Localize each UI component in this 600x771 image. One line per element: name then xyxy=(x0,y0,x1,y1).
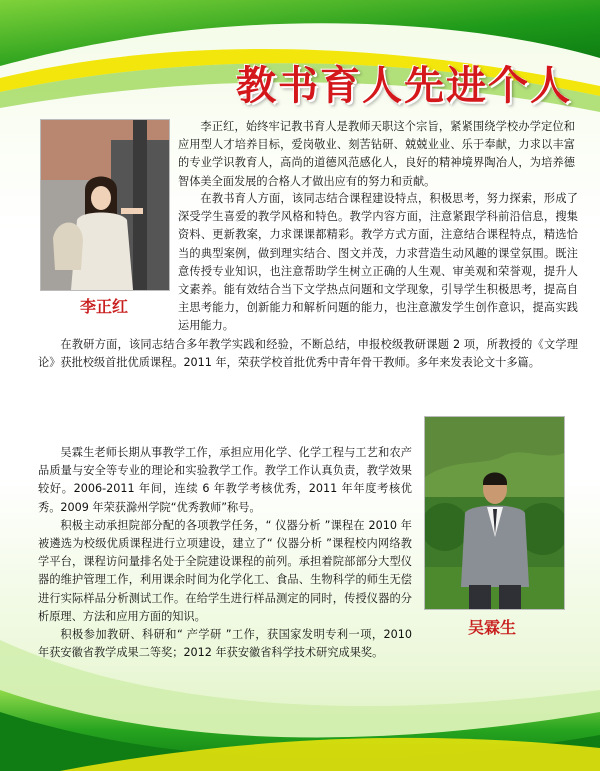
li-body-text xyxy=(38,190,578,372)
person-name: 吴霖生 xyxy=(468,618,517,637)
page-title: 教书育人先进个人 xyxy=(236,62,572,109)
person-name: 李正红 xyxy=(80,297,129,316)
wu-body-text xyxy=(38,444,412,662)
paragraph: 积极主动承担院部分配的各项教学任务，“ 仪器分析 ”课程在 2010 年被遴选为校级优质课程进行立项建设，建立了“ 仪器分析 ”课程校内网络教学平台，课程访问量排名处于全院建设课程的前列。承担着院部部分大型仪器的维护管理工作，利用课余时间为化学化工、食品、生物科学的师生无偿进行实际样品分析测试工作。在给学生进行样品测定的同时，传授仪器的分析原理、方法和应用方面的知识。 xyxy=(38,518,412,623)
paragraph: 李正红，始终牢记教书育人是教师天职这个宗旨，紧紧围绕学校办学定位和应用型人才培养目标，爱岗敬业、刻苦钻研、兢兢业业、乐于奉献，力求以丰富的专业学识教育人，高尚的道德风范感化人，良好的精神境界陶冶人，为培养德智体美全面发展的合格人才做出应有的努力和贡献。 xyxy=(178,120,575,188)
paragraph: 吴霖生老师长期从事教学工作，承担应用化学、化学工程与工艺和农产品质量与安全等专业的理论和实验教学工作。教学工作认真负责，教学效果较好。2006-2011 年间，连续 6 年教学考核优秀，2011 年年度考核优秀。2009 年荣获滁州学院“优秀教师”称号。 xyxy=(38,446,412,514)
portrait-photo-wu xyxy=(424,416,565,610)
li-intro-text xyxy=(178,118,575,191)
paragraph: 在教书育人方面，该同志结合课程建设特点，积极思考，努力探索，形成了深受学生喜爱的教学风格和特色。教学内容方面，注意紧跟学科前沿信息，搜集资料、更新教案，力求课课都精彩。教学方式方面，注意结合课程特点，精选恰当的典型案例，做到理实结合、图文并茂，力求营造生动风趣的课堂氛围。既注意传授专业知识，也注意帮助学生树立正确的人生观、审美观和荣誉观，提升人文素养。能有效结合当下文学热点问题和文学现象，引导学生积极思考，提高自主思考能力，创新能力和解析问题的能力，也注意激发学生创作意识，提高实践运用能力。 xyxy=(178,192,578,333)
paragraph: 积极参加教研、科研和“ 产学研 ”工作，获国家发明专利一项，2010 年获安徽省教学成果二等奖；2012 年获安徽省科学技术研究成果奖。 xyxy=(38,628,412,660)
paragraph: 在教研方面，该同志结合多年教学实践和经验，不断总结，申报校级教研课题 2 项，所教授的《文学理论》获批校级首批优质课程。2011 年，荣获学校首批优秀中青年骨干教师。多年来发表论文十多篇。 xyxy=(38,337,578,369)
